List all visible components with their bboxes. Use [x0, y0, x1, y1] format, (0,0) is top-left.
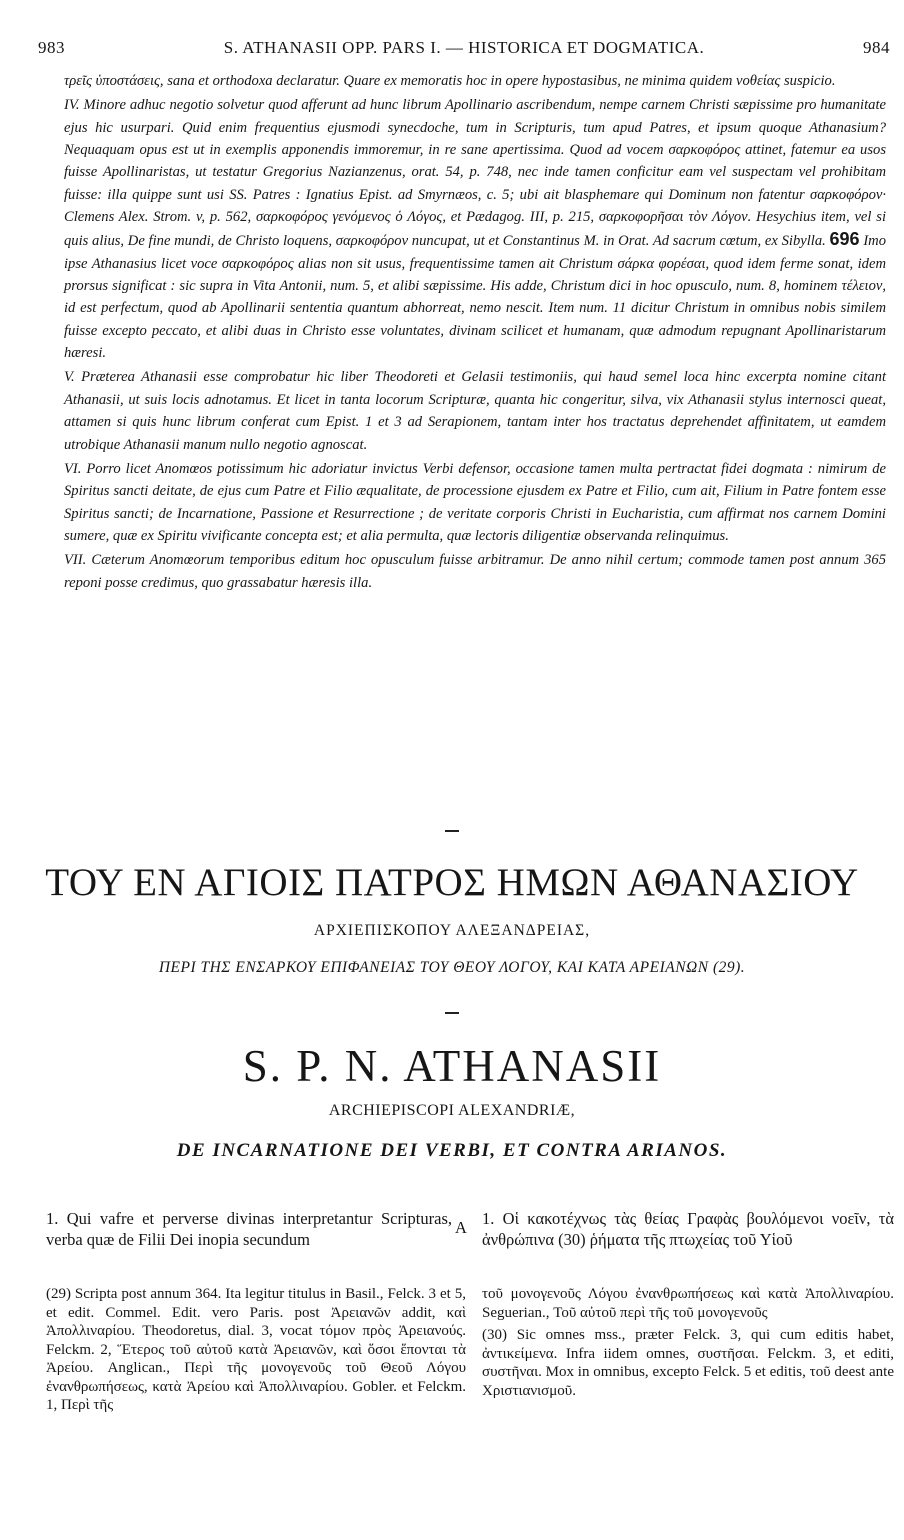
footnote-29-continued: τοῦ μονογενοῦς Λόγου ἐνανθρωπήσεως καὶ κατὰ Ἀπολλιναρίου. Seguerian., Τοῦ αὐτοῦ περὶ τῆς τοῦ μονογενοῦς	[482, 1286, 894, 1321]
greek-title: ΤΟΥ ΕΝ ΑΓΙΟΙΣ ΠΑΤΡΟΣ ΗΜΩΝ ΑΘΑΝΑΣΙΟΥ	[45, 861, 859, 904]
paragraph-vi: VI. Porro licet Anomœos potissimum hic adoriatur invictus Verbi defensor, occasione tamen multa pertractat fidei dogmata : nimirum de Spiritus sancti deitate, de ejus cum Patre et Filio æqualitate, de processione ejusdem ex Patre et Filio, cum ait, Filium in Patre fontem esse Spiritus sancti; de Incarnatione, Passione et Resurrectione ; de veritate corporis Christi in Eucharistia, cum affirmat nos carnem Domini sumere, quæ ex Spiritu vivificante concepta est; et alia permulta, quæ lectoris diligentiæ observanda relinquimus.	[64, 460, 886, 544]
running-header	[38, 38, 890, 60]
introduction-text	[64, 70, 886, 594]
latin-work-title: DE INCARNATIONE DEI VERBI, ET CONTRA ARIANOS.	[176, 1140, 728, 1161]
greek-column	[482, 1208, 894, 1250]
greek-paragraph-1: 1. Οἱ κακοτέχνως τὰς θείας Γραφὰς βουλόμενοι νοεῖν, τὰ ἀνθρώπινα (30) ῥήματα τῆς πτωχείας τοῦ Υἱοῦ	[482, 1209, 894, 1249]
greek-subtitle: ΑΡΧΙΕΠΙΣΚΟΠΟΥ ΑΛΕΞΑΝΔΡΕΙΑΣ,	[313, 922, 591, 939]
margin-marker: A	[455, 1218, 467, 1237]
greek-work-title: ΠΕΡΙ ΤΗΣ ΕΝΣΑΡΚΟΥ ΕΠΙΦΑΝΕΙΑΣ ΤΟΥ ΘΕΟΥ ΛΟΓΟΥ, ΚΑΙ ΚΑΤΑ ΑΡΕΙΑΝΩΝ (29).	[158, 959, 746, 976]
paragraph-iv-cont: Imo ipse Athanasius licet voce σαρκοφόρος alias non sit usus, frequentissime tamen ait Christum σάρκα φορέσαι, quod idem ferme sonat, idem prorsus significat : sic supra in Vita Antonii, num. 5, et alibi sæpissime. His adde, Christum dici in hoc opusculo, num. 8, hominem τέλειον, id est perfectum, quod ab Apollinarii sententia quantum abhorreat, nemo nescit. Item num. 11 dicitur Christum in omnibus nobis similem fuisse excepto peccato, et alibi duas in Christo esse voluntates, divinam scilicet et humanam, quæ admodum repugnant Apollinaristarum hæresi.	[64, 233, 887, 362]
paragraph-v: V. Præterea Athanasii esse comprobatur hic liber Theodoreti et Gelasii testimoniis, qui haud semel loca hinc excerpta nomine citant Athanasii, ut suis locis adnotamus. Et licet in tanta locorum Scripturæ, quanta hic congeritur, silva, vix Athanasii stylus internosci queat, attamen si quis hunc librum conferat cum Epist. 1 et 3 ad Serapionem, tantam inter hos tractatus deprehendet affinitatem, ut eamdem utrobique Athanasii manum nullo negotio agnoscat.	[64, 369, 886, 453]
page-number-left: 983	[38, 38, 65, 57]
latin-subtitle: ARCHIEPISCOPI ALEXANDRIÆ,	[328, 1102, 576, 1119]
separator-dash	[0, 830, 904, 832]
footnote-30: (30) Sic omnes mss., præter Felck. 3, qui cum editis habet, ἀντικείμενα. Infra iidem omnes, συστῆσαι. Felckm. 3, et editi, συστῆναι. Mox in omnibus, excepto Felck. 5 et editis, τοῦ deest ante Χριστιανισμοῦ.	[482, 1327, 894, 1399]
footnote-29: (29) Scripta post annum 364. Ita legitur titulus in Basil., Felck. 3 et 5, et edit. Commel. Edit. vero Paris. post Ἀρειανῶν addit, καὶ Ἀπολλιναρίου. Theodoretus, dial. 3, vocat τόμον πρὸς Ἀρειανούς. Felckm. 2, Ἕτερος τοῦ αὐτοῦ κατὰ Ἀρειανῶν, καὶ ὅσοι ἕπονται τὰ Ἀρείου. Anglican., Περὶ τῆς μονογενοῦς τοῦ Θεοῦ Λόγου ἐνανθρωπήσεως, κατὰ Ἀρείου καὶ Ἀπολλιναρίου. Gobler. et Felckm. 1, Περὶ τῆς	[46, 1286, 466, 1413]
latin-text	[46, 1208, 466, 1250]
paragraph-vii: VII. Cæterum Anomœorum temporibus editum hoc opusculum fuisse arbitramur. De anno nihil certum; commode tamen post annum 365 reponi posse credimus, quo grassabatur hæresis illa.	[64, 552, 886, 591]
running-title: S. ATHANASII OPP. PARS I. — HISTORICA ET DOGMATICA.	[223, 38, 705, 57]
paragraph-iii-end: τρεῖς ὑποστάσεις, sana et orthodoxa declaratur. Quare ex memoratis hoc in opere hypostasibus, ne minima quidem νοθείας suspicio.	[64, 73, 836, 89]
paragraph-iv	[64, 94, 886, 364]
footnotes-right	[482, 1285, 894, 1400]
latin-paragraph-1: 1. Qui vafre et perverse divinas interpretantur Scripturas, verba quæ de Filii Dei inopia secundum	[46, 1209, 452, 1249]
paragraph-iv-text: IV. Minore adhuc negotio solvetur quod afferunt ad hunc librum Apollinario ascribendum, nempe carnem Christi sæpissime pro humanitate ejus hic usurpari. Quid enim frequentius ejusmodi synecdoche, tum in Scripturis, tum apud Patres, et ipsum quoque Athanasium? Nequaquam opus est ut in exemplis apponendis immoremur, in re sane apertissima. Quod ad vocem σαρκοφόρος attinet, fatemur ea usos fuisse Apollinaristas, ut testatur Gregorius Nazianzenus, orat. 54, p. 748, nec inde tamen conficitur eam vel suspectam vel prohibitam fuisse: illa quippe sunt usi SS. Patres : Ignatius Epist. ad Smyrnæos, c. 5; ubi ait blasphemare qui Dominum non fatentur σαρκοφόρον· Clemens Alex. Strom. v, p. 562, σαρκοφόρος γενόμενος ὁ Λόγος, et Pædagog. III, p. 215, σαρκοφορῆσαι τὸν Λόγον. Hesychius item, vel si quis alius, De fine mundi, de Christo loquens, σαρκοφόρον nuncupat, ut et Constantinus M. in Orat. Ad sacrum cœtum, ex Sibylla.	[64, 97, 886, 250]
column-marker: 696	[829, 229, 860, 250]
separator-dash	[0, 1012, 904, 1014]
latin-title: S. P. N. ATHANASII	[242, 1041, 662, 1091]
footnotes-left	[46, 1285, 466, 1415]
greek-text	[482, 1208, 894, 1250]
latin-column	[46, 1208, 466, 1250]
page-number-right: 984	[863, 38, 890, 57]
